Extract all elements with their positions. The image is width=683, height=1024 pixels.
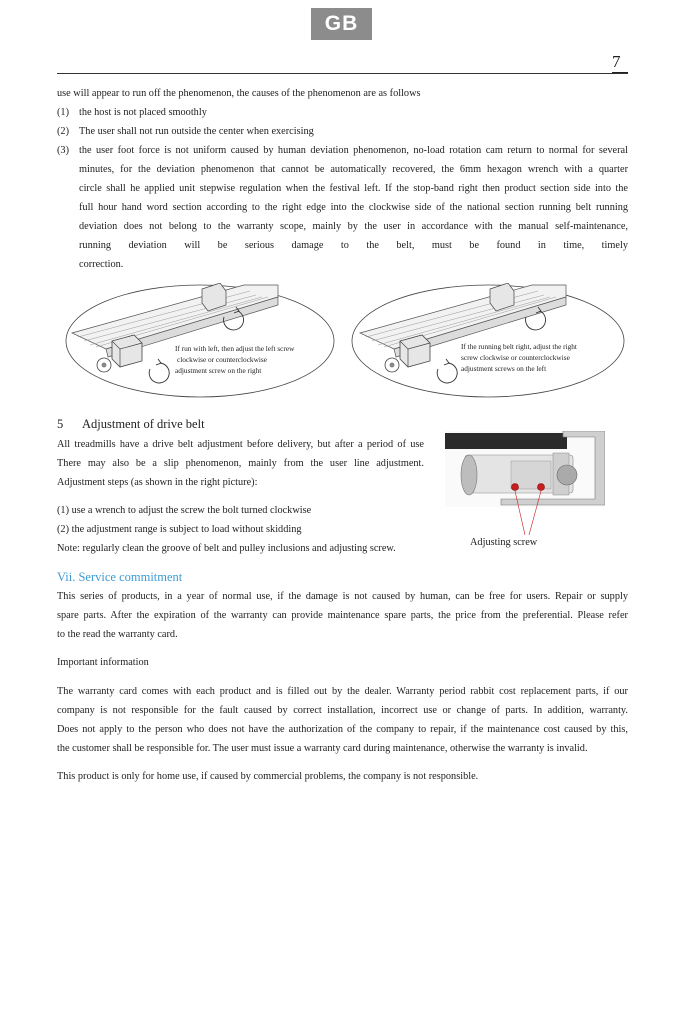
service-paragraph-line: to the read the warranty card. — [57, 629, 178, 640]
home-use-notice: This product is only for home use, if caused by commercial problems, the company is not responsible. — [57, 771, 479, 782]
list-marker: (3) — [57, 145, 70, 156]
right-figure-caption-line: screw clockwise or counterclockwise — [461, 353, 570, 362]
service-commitment-heading: Vii. Service commitment — [57, 570, 183, 584]
section-line: Adjustment steps (as shown in the right picture): — [57, 477, 258, 488]
important-information-label: Important information — [57, 657, 149, 668]
page-number: 7 — [612, 52, 621, 71]
adjusting-screw-label: Adjusting screw — [470, 537, 538, 548]
adjustment-step: (2) the adjustment range is subject to load without skidding — [57, 524, 302, 535]
maintenance-note: Note: regularly clean the groove of belt and pulley inclusions and adjusting screw. — [57, 543, 396, 554]
warranty-paragraph-line: company is not responsible for the fault caused by correct installation, incorrect use or change of parts. In addition, warranty. — [57, 705, 628, 716]
right-figure-caption-line: adjustment screws on the left — [461, 364, 547, 373]
drive-belt-photo — [445, 431, 605, 541]
header-rule — [57, 73, 628, 74]
left-figure-caption-line: clockwise or counterclockwise — [177, 355, 267, 364]
list-item-line: the user foot force is not uniform caused by human deviation phenomenon, no-load rotation cam return to normal for several — [79, 145, 628, 156]
list-item: The user shall not run outside the center when exercising — [79, 126, 314, 137]
list-item-line: full hour hand word section according to the right edge into the clockwise side of the national section running belt running — [79, 202, 628, 213]
warranty-paragraph-line: The warranty card comes with each product and is filled out by the dealer. Warranty period rabbit cost replacement parts, if our — [57, 686, 628, 697]
list-item-line: correction. — [79, 259, 124, 270]
list-item-line: minutes, for the deviation phenomenon that cannot be automatically recovered, the 6mm hexagon wrench with a quarter — [79, 164, 628, 175]
section-title: Adjustment of drive belt — [82, 417, 205, 431]
warranty-paragraph-line: the customer shall be responsible for. The user must issue a warranty card during maintenance, otherwise the warranty is invalid. — [57, 743, 588, 754]
service-paragraph-line: spare parts. After the expiration of the warranty can provide maintenance spare parts, the price from the preferential. Please refer — [57, 610, 628, 621]
list-item: the host is not placed smoothly — [79, 107, 207, 118]
section-number: 5 — [57, 417, 64, 431]
list-item-line: circle shall he applied unit stepwise regulation when the festival left. If the stop-band right then product section side into the — [79, 183, 628, 194]
intro-lead: use will appear to run off the phenomenon, the causes of the phenomenon are as follows — [57, 88, 421, 99]
gb-language-tab: GB — [311, 8, 372, 40]
right-figure-caption-line: If the running belt right, adjust the right — [461, 342, 577, 351]
left-figure-caption-line: If run with left, then adjust the left screw — [175, 344, 295, 353]
warranty-paragraph-line: Does not apply to the person who does not have the authorization of the company to repair, if the maintenance cost caused by this, — [57, 724, 628, 735]
list-item-line: deviation does not belong to the warranty scope, mainly by the user in accordance with the manual self-maintenance, — [79, 221, 628, 232]
service-paragraph-line: This series of products, in a year of normal use, if the damage is not caused by human, can be free for users. Repair or supply — [57, 591, 628, 602]
adjustment-step: (1) use a wrench to adjust the screw the bolt turned clockwise — [57, 505, 312, 516]
list-marker: (1) — [57, 107, 70, 118]
section-line: All treadmills have a drive belt adjustment before delivery, but after a period of use — [57, 439, 424, 450]
section-line: There may also be a slip phenomenon, mainly from the user line adjustment. — [57, 458, 424, 469]
list-marker: (2) — [57, 126, 70, 137]
left-figure-caption-line: adjustment screw on the right — [175, 366, 262, 375]
list-item-line: running deviation will be serious damage to the belt, must be found in time, timely — [79, 240, 628, 251]
left-deviation-figure — [64, 283, 336, 399]
